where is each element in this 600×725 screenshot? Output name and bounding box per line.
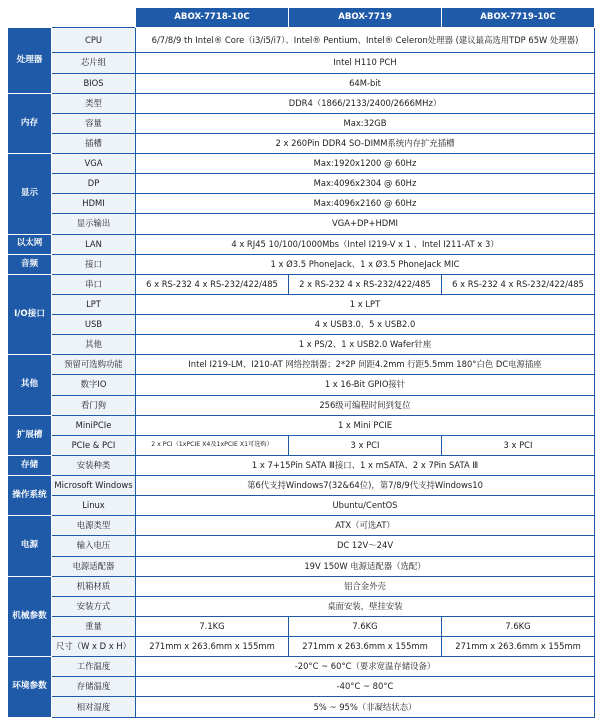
spec-item-label: MiniPCIe <box>52 415 136 435</box>
spec-row <box>8 133 595 153</box>
spec-item-label: 看门狗 <box>52 395 136 415</box>
spec-row <box>8 53 595 73</box>
category-label: 其他 <box>8 355 52 415</box>
model-header: ABOX-7719 <box>289 8 442 28</box>
spec-value-model-1: 7.1KG <box>136 616 289 636</box>
spec-row <box>8 576 595 596</box>
spec-value-model-3: 271mm x 263.6mm x 155mm <box>442 637 595 657</box>
spec-row <box>8 335 595 355</box>
spec-item-label: 安装方式 <box>52 596 136 616</box>
spec-value: DC 12V～24V <box>136 536 595 556</box>
spec-row <box>8 113 595 133</box>
spec-row <box>8 254 595 274</box>
spec-row <box>8 677 595 697</box>
header-corner <box>8 8 136 28</box>
spec-item-label: 插槽 <box>52 133 136 153</box>
category-label: 扩展槽 <box>8 415 52 455</box>
spec-value: -40°C ~ 80°C <box>136 677 595 697</box>
spec-item-label: 容量 <box>52 113 136 133</box>
spec-value: 6/7/8/9 th Intel® Core（i3/i5/i7）、Intel® Pentium、Intel® Celeron处理器 (建议最高选用TDP 65W 处理器) <box>136 28 595 53</box>
spec-row <box>8 697 595 718</box>
spec-row <box>8 596 595 616</box>
spec-value-model-1: 2 x PCI（1xPCIE X4及1xPCIE X1可选购） <box>136 435 289 455</box>
spec-item-label: DP <box>52 174 136 194</box>
spec-value: 256级可编程时间到复位 <box>136 395 595 415</box>
spec-item-label: 尺寸（W x D x H） <box>52 637 136 657</box>
category-label: 音频 <box>8 254 52 274</box>
spec-value: 1 x Ø3.5 PhoneJack、1 x Ø3.5 PhoneJack MIC <box>136 254 595 274</box>
spec-value: 4 x RJ45 10/100/1000Mbs（Intel I219-V x 1 、Intel I211-AT x 3） <box>136 234 595 254</box>
spec-value: 1 x LPT <box>136 294 595 314</box>
spec-value: Ubuntu/CentOS <box>136 496 595 516</box>
spec-value: 1 x Mini PCIE <box>136 415 595 435</box>
spec-row <box>8 234 595 254</box>
spec-item-label: LAN <box>52 234 136 254</box>
model-header: ABOX-7718-10C <box>136 8 289 28</box>
spec-item-label: VGA <box>52 154 136 174</box>
spec-item-label: 接口 <box>52 254 136 274</box>
spec-value: 铝合金外壳 <box>136 576 595 596</box>
spec-value: -20°C ~ 60°C（要求宽温存储设备） <box>136 657 595 677</box>
spec-item-label: Linux <box>52 496 136 516</box>
spec-row <box>8 476 595 496</box>
spec-value: Max:4096x2160 @ 60Hz <box>136 194 595 214</box>
spec-item-label: 输入电压 <box>52 536 136 556</box>
spec-row <box>8 274 595 294</box>
spec-item-label: 串口 <box>52 274 136 294</box>
spec-item-label: 类型 <box>52 93 136 113</box>
spec-value-model-2: 2 x RS-232 4 x RS-232/422/485 <box>289 274 442 294</box>
spec-row <box>8 214 595 234</box>
spec-row <box>8 174 595 194</box>
spec-item-label: CPU <box>52 28 136 53</box>
spec-value: VGA+DP+HDMI <box>136 214 595 234</box>
spec-value-model-2: 271mm x 263.6mm x 155mm <box>289 637 442 657</box>
spec-item-label: 相对湿度 <box>52 697 136 718</box>
spec-row <box>8 657 595 677</box>
spec-row <box>8 375 595 395</box>
spec-value: Max:32GB <box>136 113 595 133</box>
spec-row <box>8 294 595 314</box>
spec-item-label: HDMI <box>52 194 136 214</box>
spec-item-label: 工作温度 <box>52 657 136 677</box>
spec-row <box>8 73 595 93</box>
spec-item-label: PCIe & PCI <box>52 435 136 455</box>
spec-value: 19V 150W 电源适配器（选配） <box>136 556 595 576</box>
spec-value-model-1: 6 x RS-232 4 x RS-232/422/485 <box>136 274 289 294</box>
spec-value: DDR4（1866/2133/2400/2666MHz） <box>136 93 595 113</box>
spec-row <box>8 194 595 214</box>
spec-row <box>8 556 595 576</box>
spec-value: 4 x USB3.0、5 x USB2.0 <box>136 315 595 335</box>
model-header: ABOX-7719-10C <box>442 8 595 28</box>
header-row <box>8 8 595 28</box>
spec-row <box>8 355 595 375</box>
spec-item-label: 安装种类 <box>52 455 136 475</box>
spec-value: 第6代支持Windows7(32&64位)，第7/8/9代支持Windows10 <box>136 476 595 496</box>
spec-item-label: Microsoft Windows <box>52 476 136 496</box>
category-label: 存储 <box>8 455 52 475</box>
spec-row <box>8 315 595 335</box>
category-label: 操作系统 <box>8 476 52 516</box>
spec-value-model-2: 7.6KG <box>289 616 442 636</box>
spec-item-label: 机箱材质 <box>52 576 136 596</box>
category-label: 内存 <box>8 93 52 153</box>
spec-item-label: 显示输出 <box>52 214 136 234</box>
category-label: I/O接口 <box>8 274 52 355</box>
category-label: 处理器 <box>8 28 52 94</box>
spec-body <box>8 28 595 718</box>
spec-item-label: 芯片组 <box>52 53 136 73</box>
category-label: 以太网 <box>8 234 52 254</box>
category-label: 机械参数 <box>8 576 52 657</box>
spec-value: Intel I219-LM、I210-AT 网络控制器；2*2P 间距4.2mm 行距5.5mm 180°白色 DC电源插座 <box>136 355 595 375</box>
spec-item-label: USB <box>52 315 136 335</box>
spec-item-label: 电源类型 <box>52 516 136 536</box>
spec-value: ATX（可选AT） <box>136 516 595 536</box>
category-label: 环境参数 <box>8 657 52 718</box>
spec-item-label: 预留可选购功能 <box>52 355 136 375</box>
spec-row <box>8 616 595 636</box>
category-label: 显示 <box>8 154 52 235</box>
spec-item-label: 数字IO <box>52 375 136 395</box>
spec-row <box>8 455 595 475</box>
spec-row <box>8 637 595 657</box>
spec-value: 1 x PS/2、1 x USB2.0 Wafer针座 <box>136 335 595 355</box>
spec-value-model-3: 7.6KG <box>442 616 595 636</box>
spec-row <box>8 154 595 174</box>
spec-row <box>8 536 595 556</box>
spec-item-label: LPT <box>52 294 136 314</box>
spec-item-label: 电源适配器 <box>52 556 136 576</box>
spec-value-model-1: 271mm x 263.6mm x 155mm <box>136 637 289 657</box>
spec-value: Max:4096x2304 @ 60Hz <box>136 174 595 194</box>
spec-row <box>8 516 595 536</box>
spec-row <box>8 28 595 53</box>
spec-value-model-3: 6 x RS-232 4 x RS-232/422/485 <box>442 274 595 294</box>
spec-row <box>8 415 595 435</box>
spec-item-label: 重量 <box>52 616 136 636</box>
spec-value: Intel H110 PCH <box>136 53 595 73</box>
spec-row <box>8 93 595 113</box>
spec-item-label: 其他 <box>52 335 136 355</box>
spec-table <box>7 7 595 718</box>
spec-item-label: BIOS <box>52 73 136 93</box>
spec-value-model-2: 3 x PCI <box>289 435 442 455</box>
spec-value-model-3: 3 x PCI <box>442 435 595 455</box>
spec-item-label: 存储温度 <box>52 677 136 697</box>
category-label: 电源 <box>8 516 52 576</box>
spec-value: 64M-bit <box>136 73 595 93</box>
spec-value: 5% ~ 95%（非凝结状态） <box>136 697 595 718</box>
spec-row <box>8 435 595 455</box>
spec-value: 2 x 260Pin DDR4 SO-DIMM系统内存扩充插槽 <box>136 133 595 153</box>
spec-value: 桌面安装，壁挂安装 <box>136 596 595 616</box>
spec-value: Max:1920x1200 @ 60Hz <box>136 154 595 174</box>
spec-row <box>8 395 595 415</box>
spec-row <box>8 496 595 516</box>
spec-value: 1 x 16-Bit GPIO接针 <box>136 375 595 395</box>
spec-value: 1 x 7+15Pin SATA Ⅲ接口、1 x mSATA、2 x 7Pin SATA Ⅲ <box>136 455 595 475</box>
